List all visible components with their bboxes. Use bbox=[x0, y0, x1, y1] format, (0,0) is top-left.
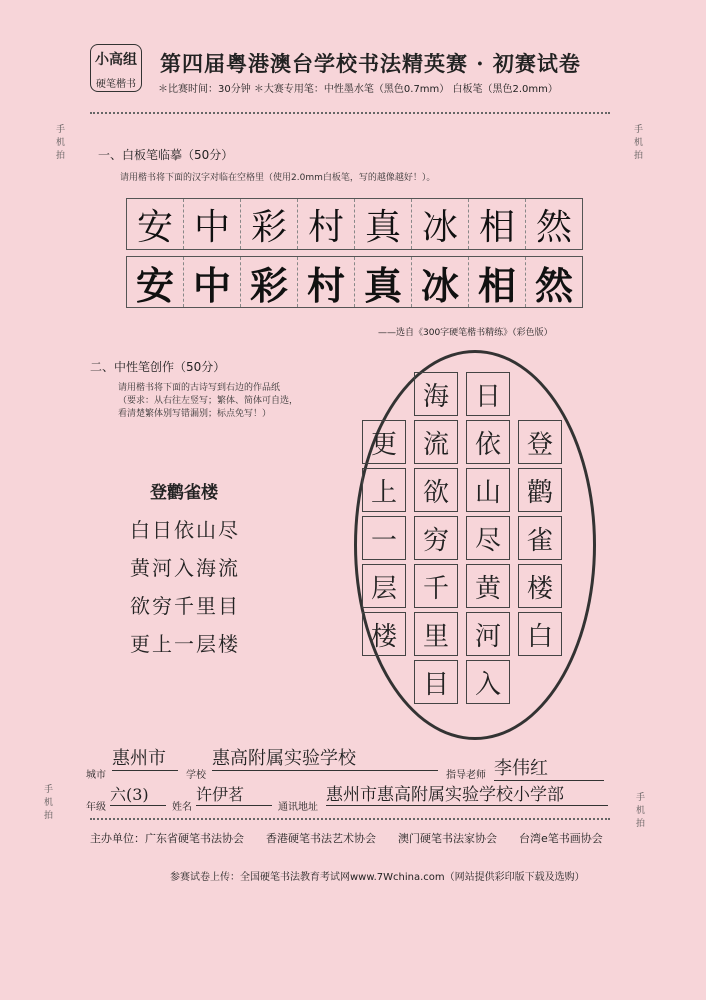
school-label: 学校 bbox=[186, 770, 206, 781]
written-char-cell: 彩 bbox=[241, 257, 298, 307]
artwork-char-cell: 白 bbox=[518, 612, 562, 656]
poem-line: 黄河入海流 bbox=[130, 556, 240, 580]
artwork-char-cell: 一 bbox=[362, 516, 406, 560]
model-chars-row bbox=[126, 198, 583, 250]
header-divider bbox=[90, 112, 610, 114]
artwork-char-cell: 楼 bbox=[362, 612, 406, 656]
city-value: 惠州市 bbox=[112, 744, 178, 771]
address-label: 通讯地址 bbox=[278, 802, 318, 813]
poem-title: 登鹳雀楼 bbox=[150, 483, 218, 503]
group-badge bbox=[90, 44, 142, 92]
section2-note-1: 请用楷书将下面的古诗写到右边的作品纸 bbox=[118, 383, 281, 393]
artwork-char-cell: 里 bbox=[414, 612, 458, 656]
artwork-char-cell: 尽 bbox=[466, 516, 510, 560]
model-char-cell: 彩 bbox=[241, 199, 298, 249]
artwork-char-cell: 入 bbox=[466, 660, 510, 704]
written-char-cell: 冰 bbox=[412, 257, 469, 307]
side-mark-right: 手机拍 bbox=[634, 125, 644, 161]
model-char-cell: 相 bbox=[469, 199, 526, 249]
name-value: 许伊茗 bbox=[196, 782, 272, 806]
footer-divider bbox=[90, 818, 610, 820]
side-mark-bottom-left: 手机拍 bbox=[44, 785, 54, 821]
section1-heading: 一、白板笔临摹（50分） bbox=[98, 148, 234, 162]
section2-note-2: （要求：从右往左竖写；繁体、简体可自选， bbox=[118, 396, 299, 406]
section2-note-3: 看清楚繁体别写错漏别；标点免写！） bbox=[118, 409, 272, 419]
group-sub: 硬笔楷书 bbox=[96, 79, 136, 90]
source-note: ——选自《300字硬笔楷书精练》（彩色版） bbox=[378, 328, 553, 338]
name-label: 姓名 bbox=[172, 802, 192, 813]
written-char-cell: 安 bbox=[127, 257, 184, 307]
school-value: 惠高附属实验学校 bbox=[212, 744, 438, 771]
artwork-char-cell: 千 bbox=[414, 564, 458, 608]
artwork-char-cell: 楼 bbox=[518, 564, 562, 608]
artwork-char-cell: 雀 bbox=[518, 516, 562, 560]
model-char-cell: 安 bbox=[127, 199, 184, 249]
poem-line: 白日依山尽 bbox=[130, 518, 240, 542]
model-char-cell: 中 bbox=[184, 199, 241, 249]
artwork-char-cell: 海 bbox=[414, 372, 458, 416]
written-char-cell: 真 bbox=[355, 257, 412, 307]
page-subtitle: ＊比赛时间：30分钟 ＊大赛专用笔：中性墨水笔（黑色0.7mm） 白板笔（黑色2.0mm） bbox=[158, 84, 558, 95]
written-char-cell: 中 bbox=[184, 257, 241, 307]
written-char-cell: 村 bbox=[298, 257, 355, 307]
artwork-char-cell: 目 bbox=[414, 660, 458, 704]
artwork-char-cell: 登 bbox=[518, 420, 562, 464]
address-value: 惠州市惠高附属实验学校小学部 bbox=[326, 780, 608, 806]
written-char-cell: 相 bbox=[469, 257, 526, 307]
grade-label: 年级 bbox=[86, 802, 106, 813]
model-char-cell: 村 bbox=[298, 199, 355, 249]
model-char-cell: 然 bbox=[535, 206, 572, 248]
artwork-char-cell: 黄 bbox=[466, 564, 510, 608]
upload-note: 参赛试卷上传：全国硬笔书法教育考试网www.7Wchina.com（网站提供彩印版下载及选购） bbox=[170, 872, 585, 883]
artwork-char-cell: 依 bbox=[466, 420, 510, 464]
grade-value: 六(3) bbox=[110, 782, 166, 806]
page-title: 第四届粤港澳台学校书法精英赛 · 初赛试卷 bbox=[160, 51, 581, 76]
artwork-char-cell: 日 bbox=[466, 372, 510, 416]
artwork-char-cell: 穷 bbox=[414, 516, 458, 560]
section1-note: 请用楷书将下面的汉字对临在空格里（使用2.0mm白板笔，写的越像越好！）。 bbox=[120, 173, 436, 183]
artwork-char-cell: 更 bbox=[362, 420, 406, 464]
artwork-char-cell: 流 bbox=[414, 420, 458, 464]
group-name: 小高组 bbox=[95, 52, 137, 68]
written-char-cell: 然 bbox=[534, 262, 573, 308]
city-label: 城市 bbox=[86, 770, 106, 781]
written-chars-row bbox=[126, 256, 583, 308]
model-char-cell: 冰 bbox=[412, 199, 469, 249]
artwork-char-cell: 山 bbox=[466, 468, 510, 512]
organizers: 主办单位：广东省硬笔书法协会 香港硬笔书法艺术协会 澳门硬笔书法家协会 台湾e笔书画协会 bbox=[90, 832, 603, 845]
teacher-label: 指导老师 bbox=[446, 770, 486, 781]
artwork-char-cell: 欲 bbox=[414, 468, 458, 512]
artwork-char-cell: 河 bbox=[466, 612, 510, 656]
poem-line: 更上一层楼 bbox=[130, 632, 240, 656]
artwork-char-cell: 上 bbox=[362, 468, 406, 512]
side-mark-bottom-right: 手机拍 bbox=[636, 793, 646, 829]
artwork-char-cell: 层 bbox=[362, 564, 406, 608]
poem-line: 欲穷千里目 bbox=[130, 594, 240, 618]
model-char-cell: 真 bbox=[355, 199, 412, 249]
teacher-value: 李伟红 bbox=[494, 754, 604, 781]
artwork-char-cell: 鹳 bbox=[518, 468, 562, 512]
section2-heading: 二、中性笔创作（50分） bbox=[90, 360, 226, 374]
side-mark-left: 手机拍 bbox=[56, 125, 66, 161]
